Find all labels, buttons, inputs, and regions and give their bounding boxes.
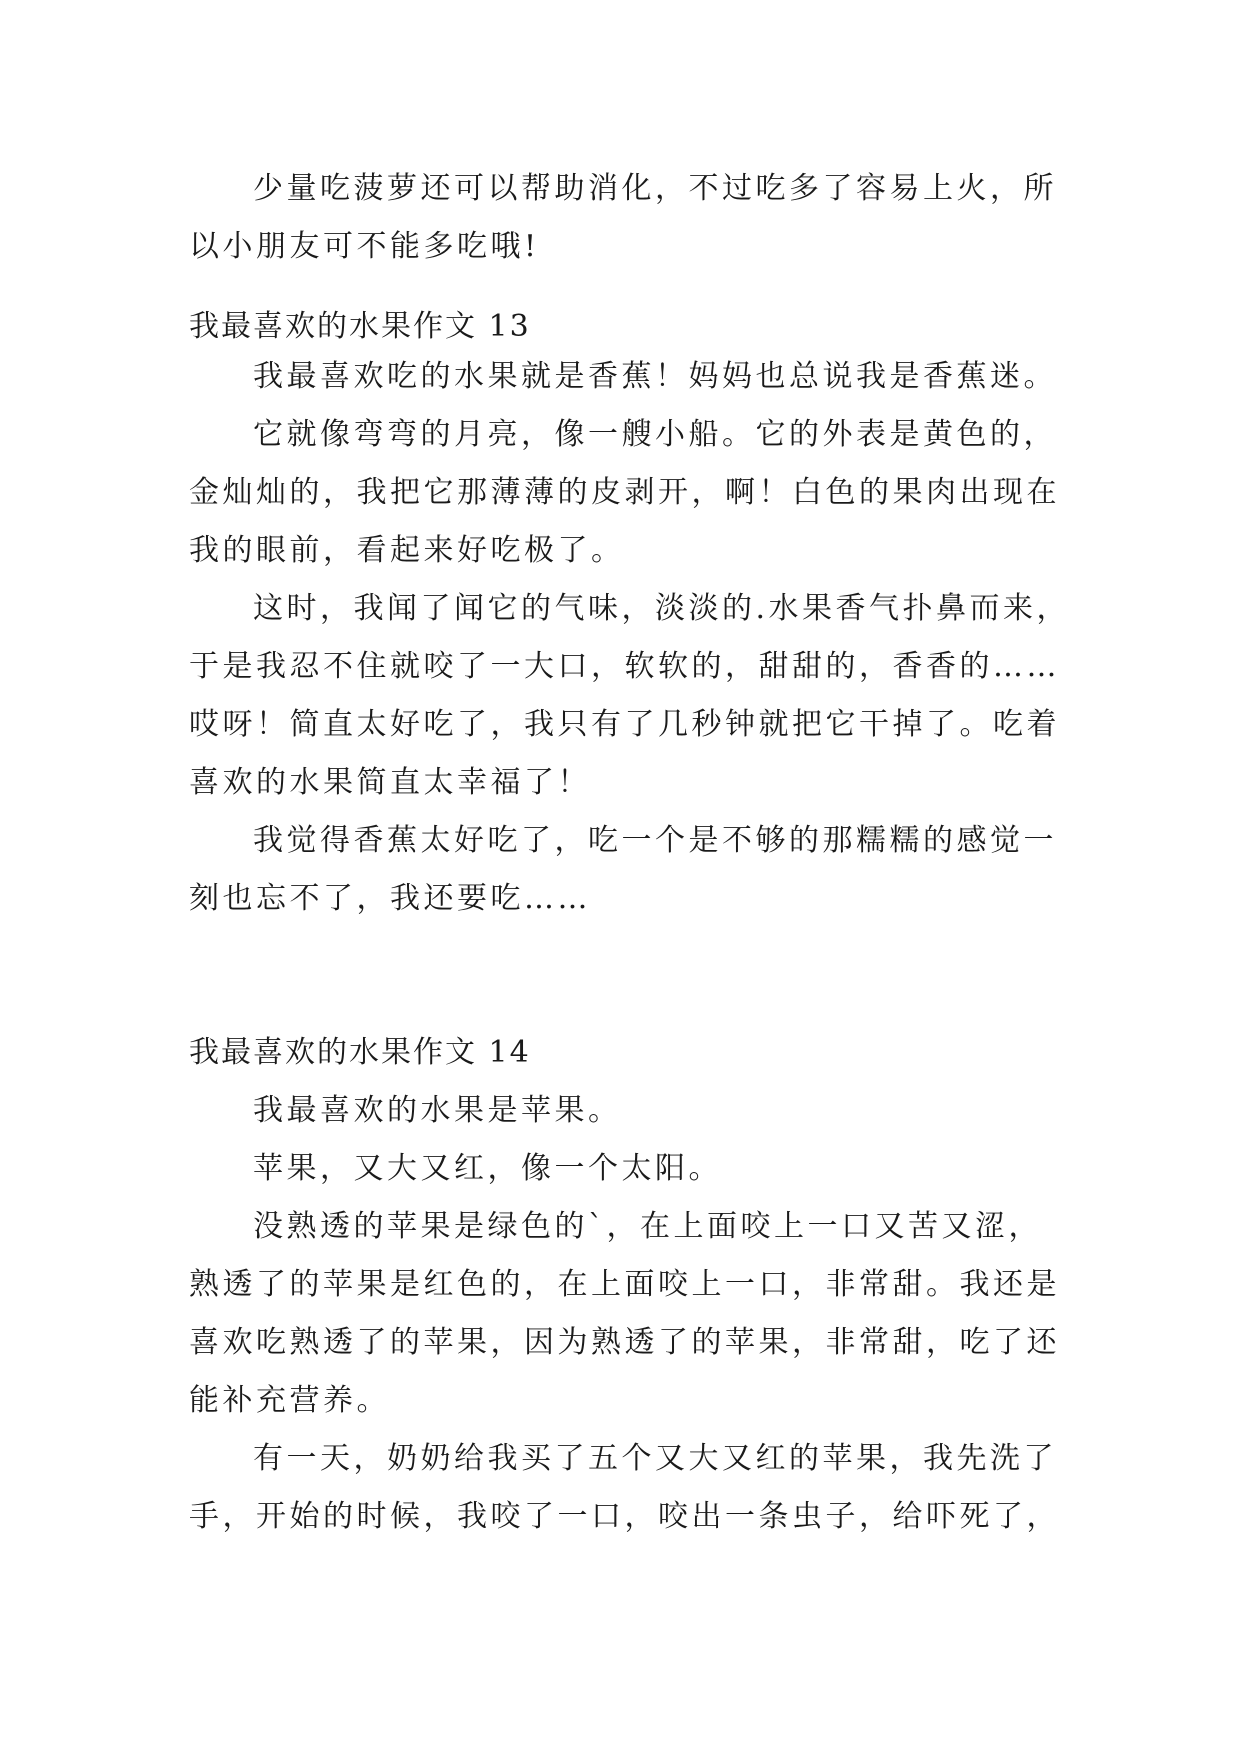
paragraph-line: 这时，我闻了闻它的气味，淡淡的.水果香气扑鼻而来， [253, 591, 1071, 626]
paragraph-line: 苹果，又大又红，像一个太阳。 [253, 1151, 722, 1186]
paragraph-line: 于是我忍不住就咬了一大口，软软的，甜甜的，香香的…… [189, 649, 1060, 684]
paragraph-line: 没熟透的苹果是绿色的`，在上面咬上一口又苦又涩， [253, 1209, 1042, 1244]
paragraph-line: 有一天，奶奶给我买了五个又大又红的苹果，我先洗了 [253, 1441, 1057, 1476]
essay-13-body [189, 348, 1071, 928]
paragraph-line: 我最喜欢吃的水果就是香蕉！妈妈也总说我是香蕉迷。 [253, 359, 1057, 394]
paragraph-line: 喜欢吃熟透了的苹果，因为熟透了的苹果，非常甜，吃了还 [189, 1325, 1060, 1360]
paragraph-line: 手，开始的时候，我咬了一口，咬出一条虫子，给吓死了， [189, 1499, 1060, 1534]
paragraph-line: 我觉得香蕉太好吃了，吃一个是不够的那糯糯的感觉一 [253, 823, 1057, 858]
essay-13-heading: 我最喜欢的水果作文 13 [189, 309, 531, 344]
paragraph-line: 它就像弯弯的月亮，像一艘小船。它的外表是黄色的， [253, 417, 1057, 452]
paragraph-line: 以小朋友可不能多吃哦! [189, 229, 540, 264]
paragraph-line: 刻也忘不了，我还要吃…… [189, 881, 591, 916]
paragraph-line: 少量吃菠萝还可以帮助消化，不过吃多了容易上火，所 [253, 171, 1057, 206]
paragraph-line: 金灿灿的，我把它那薄薄的皮剥开，啊！白色的果肉出现在 [189, 475, 1060, 510]
paragraph-line: 能补充营养。 [189, 1383, 390, 1418]
prev-paragraph [189, 160, 1057, 276]
paragraph-line: 我的眼前，看起来好吃极了。 [189, 533, 625, 568]
essay-14-heading: 我最喜欢的水果作文 14 [189, 1035, 531, 1070]
paragraph-line: 哎呀！简直太好吃了，我只有了几秒钟就把它干掉了。吃着 [189, 707, 1060, 742]
essay-14-body [189, 1082, 1060, 1546]
paragraph-line: 喜欢的水果简直太幸福了！ [189, 765, 591, 800]
paragraph-line: 我最喜欢的水果是苹果。 [253, 1093, 622, 1128]
paragraph-line: 熟透了的苹果是红色的，在上面咬上一口，非常甜。我还是 [189, 1267, 1060, 1302]
